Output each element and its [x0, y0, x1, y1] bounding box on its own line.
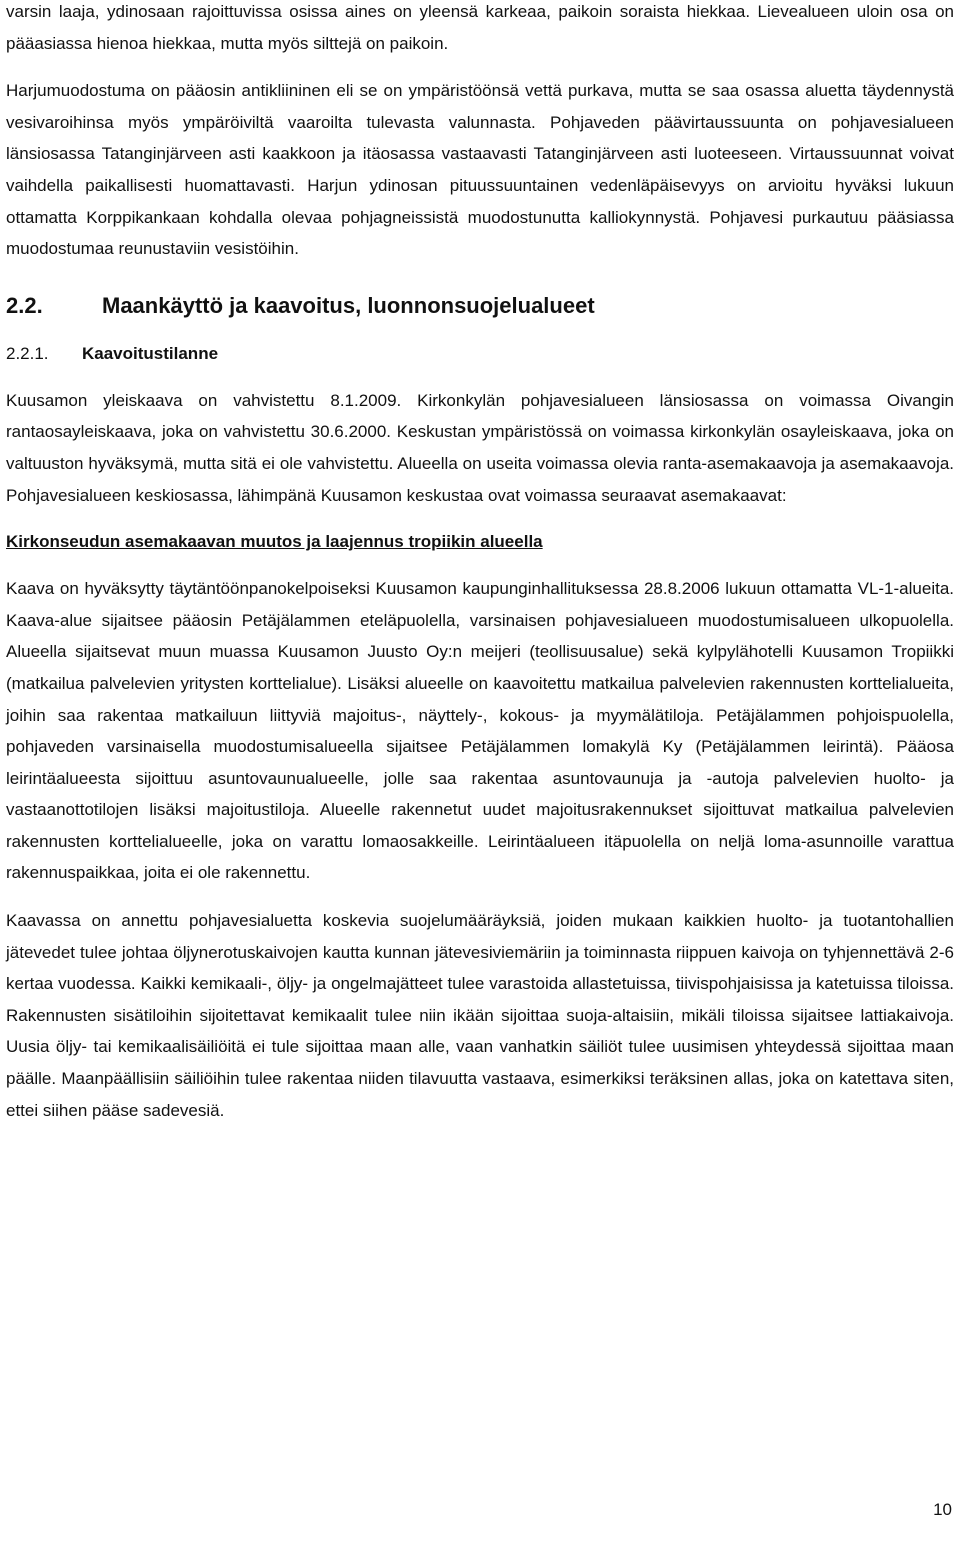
paragraph-plan-description: Kaava on hyväksytty täytäntöönpanokelpoiseksi Kuusamon kaupunginhallituksessa 28.8.2006 lukuun ottamatta VL-1-alueita. Kaava-alue sijaitsee pääosin Petäjälammen eteläpuolella, varsinaisen pohjavesialueen muodostumisalueen ulkopuolella. Alueella sijaitsevat muun muassa Kuusamon Juusto Oy:n meijeri (teollisuusalue) sekä kylpylähotelli Kuusamon Tropiikki (matkailua palvelevien yritysten korttelialue). Lisäksi alueelle on kaavoitettu matkailua palvelevien rakennusten korttelialueita, joihin saa rakentaa matkailuun liittyviä majoitus-, näyttely-, kokous- ja myymälätiloja. Petäjälammen pohjoispuolella, pohjaveden varsinaisella muodostumisalueella sijaitsee Petäjälammen lomakylä Ky (Petäjälammen leirintä). Pääosa leirintäalueesta sijoittuu asuntovaunualueelle, jolle saa rakentaa asuntovaunuja ja -autoja palvelevien huolto- ja vastaanottotilojen lisäksi majoitustiloja. Alueelle rakennetut uudet majoitusrakennukset sijoittuvat matkailua palvelevien rakennusten korttelialueelle, joka on varattu lomaosakkeille. Leirintäalueen itäpuolella on neljä loma-asunnoille varattua rakennuspaikkaa, joita ei ole rakennettu.	[6, 579, 954, 883]
paragraph-aquifer-material: varsin laaja, ydinosaan rajoittuvissa osissa aines on yleensä karkeaa, paikoin soraista hiekkaa. Lievealueen uloin osa on pääasiassa hienoa hiekkaa, mutta myös silttejä on paikoin.	[6, 2, 954, 53]
subsection-heading	[6, 339, 954, 369]
page-number: 10	[933, 1500, 952, 1519]
document-page	[6, 0, 954, 1126]
subsection-number: 2.2.1.	[6, 343, 49, 363]
section-title: Maankäyttö ja kaavoitus, luonnonsuojelualueet	[102, 292, 595, 318]
paragraph-zoning-status: Kuusamon yleiskaava on vahvistettu 8.1.2009. Kirkonkylän pohjavesialueen länsiosassa on voimassa Oivangin rantaosayleiskaava, joka on vahvistettu 30.6.2000. Keskustan ympäristössä on voimassa kirkonkylän osayleiskaava, joka on valtuuston hyväksymä, mutta sitä ei ole vahvistettu. Alueella on useita voimassa olevia ranta-asemakaavoja ja asemakaavoja. Pohjavesialueen keskiosassa, lähimpänä Kuusamon keskustaa ovat voimassa seuraavat asemakaavat:	[6, 390, 954, 505]
paragraph-ridge-formation: Harjumuodostuma on pääosin antikliininen eli se on ympäristöönsä vettä purkava, mutta se saa osassa aluetta täydennystä vesivaroihinsa myös ympäröiviltä vaaroilta tulevasta valunnasta. Pohjaveden päävirtaussuunta on pohjavesialueen länsiosassa Tatanginjärveen asti kaakkoon ja itäosassa vastaavasti Tatanginjärveen asti luoteeseen. Virtaussuunnat voivat vaihdella paikallisesti huomattavasti. Harjun ydinosan pituussuuntainen vedenläpäisevyys on arvioitu hyväksi lukuun ottamatta Korppikankaan kohdalla olevaa pohjagneissistä muodostunutta kalliokynnystä. Pohjavesi purkautuu pääsiassa muodostumaa reunustaviin vesistöihin.	[6, 81, 954, 259]
subsection-title: Kaavoitustilanne	[82, 343, 219, 363]
plan-heading: Kirkonseudun asemakaavan muutos ja laajennus tropiikin alueella	[6, 532, 543, 552]
section-number: 2.2.	[6, 292, 43, 318]
paragraph-protection-regulations: Kaavassa on annettu pohjavesialuetta koskevia suojelumääräyksiä, joiden mukaan kaikkien huolto- ja tuotantohallien jätevedet tulee johtaa öljynerotuskaivojen kautta kunnan jätevesiviemäriin ja toiminnasta riippuen kaivoja on tyhjennettävä 2-6 kertaa vuodessa. Kaikki kemikaali-, öljy- ja ongelmajätteet tulee varastoida allastetuissa, tiivispohjaisissa ja katetuissa tiloissa. Rakennusten sisätiloihin sijoitettavat kemikaalit tulee niin ikään sijoittaa suoja-altaisiin, mikäli tiloissa sijaitsee lattiakaivoja. Uusia öljy- tai kemikaalisäiliöitä ei tule sijoittaa maan alle, vaan vanhatkin säiliöt tulee uusimisen yhteydessä sijoittaa maan päälle. Maanpäällisiin säiliöihin tulee rakentaa niiden tilavuutta vastaava, esimerkiksi teräksinen allas, joka on katettava siten, ettei siihen pääse sadevesiä.	[6, 911, 954, 1120]
section-heading	[6, 291, 954, 321]
